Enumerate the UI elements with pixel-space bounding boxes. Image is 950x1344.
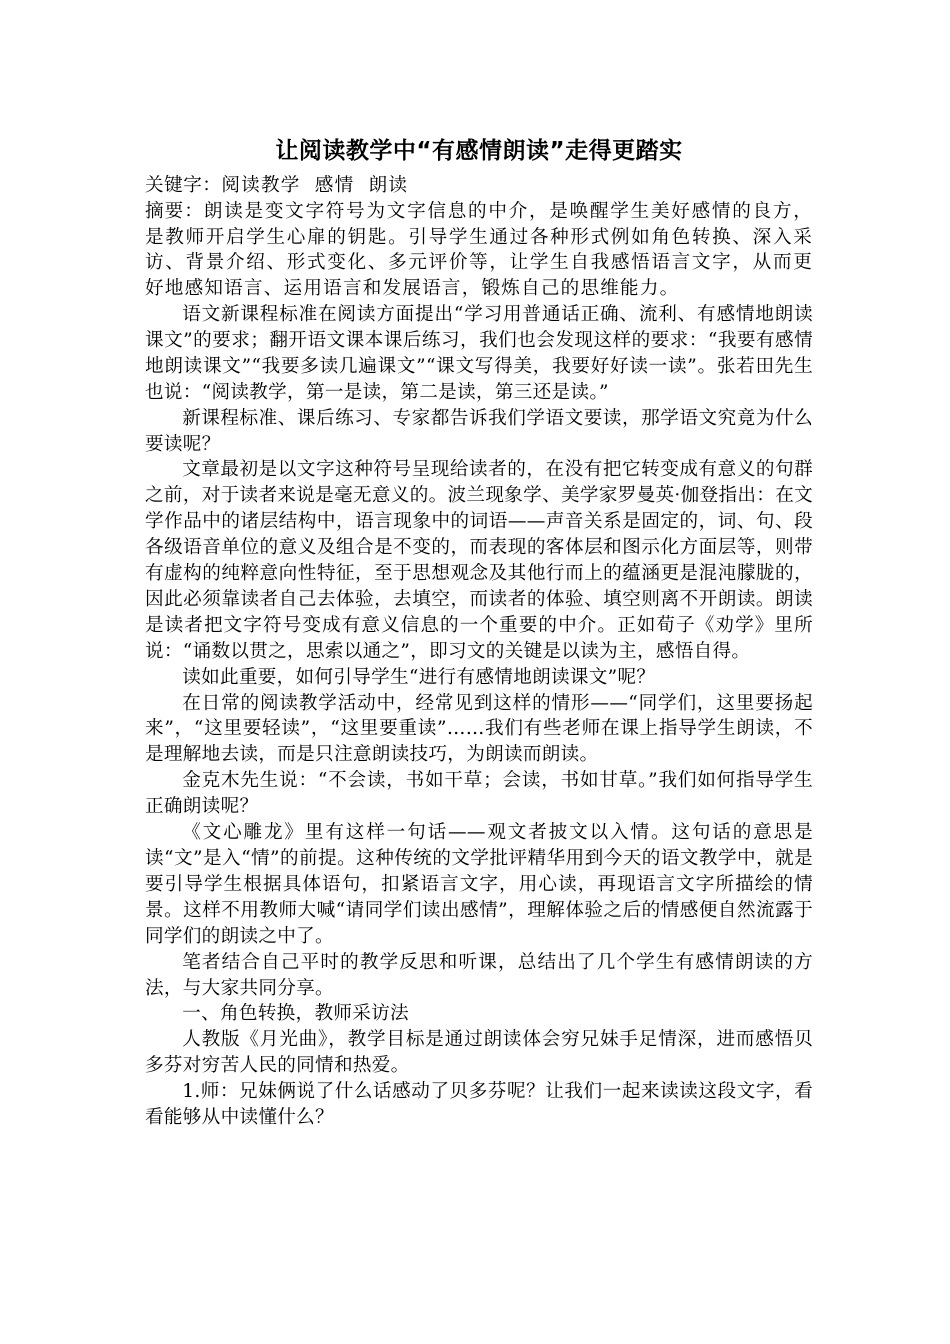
body-paragraph: 读如此重要，如何引导学生“进行有感情地朗读课文”呢？ (182, 666, 656, 688)
body-paragraph: 1.师：兄妹俩说了什么话感动了贝多芬呢？让我们一起来读读这段文字，看看能够从中读懂什么？ (145, 1081, 813, 1129)
keywords-line (145, 173, 813, 199)
abstract-paragraph (145, 199, 813, 302)
abstract-label: 摘要： (145, 200, 204, 222)
body-paragraph: 文章最初是以文字这种符号呈现给读者的，在没有把它转变成有意义的句群之前，对于读者来说是毫无意义的。波兰现象学、美学家罗曼英·伽登指出：在文学作品中的诸层结构中，语言现象中的词语——声音关系是固定的，词、句、段各级语音单位的意义及组合是不变的，而表现的客体层和图示化方面层等，则带有虚构的纯粹意向性特征，至于思想观念及其他行而上的蕴涵更是混沌朦胧的，因此必须靠读者自己去体验，去填空，而读者的体验、填空则离不开朗读。朗读是读者把文字符号变成有意义信息的一个重要的中介。正如荀子《劝学》里所说：“诵数以贯之，思索以通之”，即习文的关键是以读为主，感悟自得。 (145, 459, 813, 662)
keywords-text: 阅读教学 感情 朗读 (221, 175, 409, 196)
keywords-label: 关键字： (145, 175, 222, 196)
body-paragraph: 在日常的阅读教学活动中，经常见到这样的情形——“同学们，这里要扬起来”，“这里要轻读”，“这里要重读”……我们有些老师在课上指导学生朗读，不是理解地去读，而是只注意朗读技巧，为朗读而朗读。 (145, 692, 813, 766)
body-paragraph: 语文新课程标准在阅读方面提出“学习用普通话正确、流利、有感情地朗读课文”的要求；翻开语文课本课后练习，我们也会发现这样的要求：“我要有感情地朗读课文”“我要多读几遍课文”“课文写得美，我要好好读一读”。张若田先生也说：“阅读教学，第一是读，第二是读，第三还是读。” (145, 303, 813, 403)
document-title: 让阅读教学中“有感情朗读”走得更踏实 (275, 138, 683, 164)
body-paragraph: 人教版《月光曲》，教学目标是通过朗读体会穷兄妹手足情深，进而感悟贝多芬对穷苦人民的同情和热爱。 (145, 1029, 813, 1077)
body-paragraph: 《文心雕龙》里有这样一句话——观文者披文以入情。这句话的意思是读“文”是入“情”的前提。这种传统的文学批评精华用到今天的语文教学中，就是要引导学生根据具体语句，扣紧语言文字，用心读，再现语言文字所描绘的情景。这样不用教师大喊“请同学们读出感情”，理解体验之后的情感便自然流露于同学们的朗读之中了。 (145, 822, 813, 947)
body-paragraph: 金克木先生说：“不会读，书如干草；会读，书如甘草。”我们如何指导学生正确朗读呢？ (145, 770, 813, 818)
document-page (145, 132, 813, 1131)
body-paragraph: 笔者结合自己平时的教学反思和听课，总结出了几个学生有感情朗读的方法，与大家共同分享。 (145, 951, 813, 999)
section-heading: 一、角色转换，教师采访法 (182, 1003, 409, 1025)
abstract-text: 朗读是变文字符号为文字信息的中介，是唤醒学生美好感情的良方，是教师开启学生心扉的钥匙。引导学生通过各种形式例如角色转换、深入采访、背景介绍、形式变化、多元评价等，让学生自我感悟语言文字，从而更好地感知语言、运用语言和发展语言，锻炼自己的思维能力。 (145, 200, 813, 300)
body-paragraph: 新课程标准、课后练习、专家都告诉我们学语文要读，那学语文究竟为什么要读呢？ (145, 407, 813, 455)
